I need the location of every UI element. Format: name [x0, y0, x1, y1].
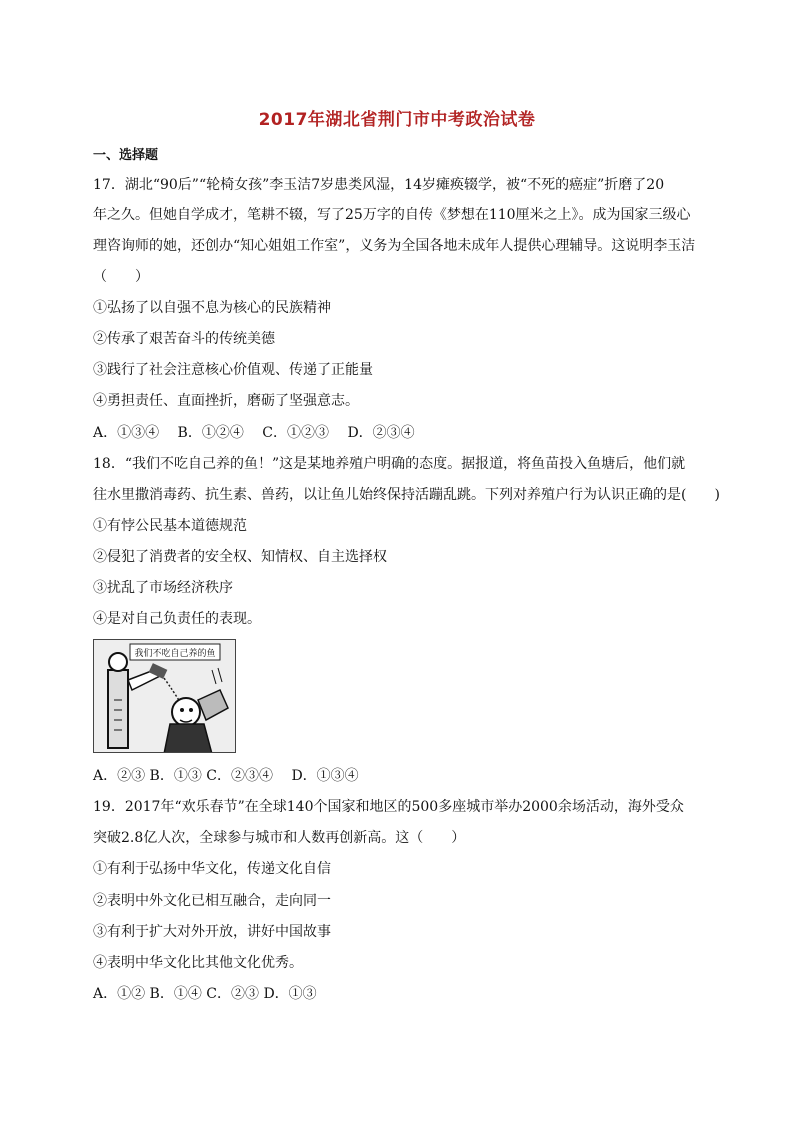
q18-option-3: ③扰乱了市场经济秩序 [93, 580, 233, 596]
q17-option-2: ②传承了艰苦奋斗的传统美德 [93, 331, 275, 347]
q18-option-2: ②侵犯了消费者的安全权、知情权、自主选择权 [93, 549, 387, 565]
q18-option-4: ④是对自己负责任的表现。 [93, 611, 261, 627]
q19-option-2: ②表明中外文化已相互融合，走向同一 [93, 893, 331, 909]
q17-stem-line-4: （ ） [93, 269, 149, 285]
q17-option-4: ④勇担责任、直面挫折，磨砺了坚强意志。 [93, 393, 359, 409]
cartoon-drawing [94, 640, 236, 753]
q17-option-1: ①弘扬了以自强不息为核心的民族精神 [93, 300, 331, 316]
q17-option-3: ③践行了社会注意核心价值观、传递了正能量 [93, 362, 373, 378]
q19-stem-line-1: 19．2017年“欢乐春节”在全球140个国家和地区的500多座城市举办2000余场活动，海外受众 [93, 799, 684, 815]
cartoon-illustration [93, 639, 236, 753]
q18-option-1: ①有悖公民基本道德规范 [93, 518, 247, 534]
q17-stem-line-3: 理咨询师的她，还创办“知心姐姐工作室”，义务为全国各地未成年人提供心理辅导。这说明李玉洁 [93, 238, 696, 254]
q19-answer-choices: A．①② B．①④ C．②③ D．①③ [93, 986, 317, 1002]
q17-answer-choices: A．①③④ B．①②④ C．①②③ D．②③④ [93, 425, 415, 441]
q19-stem-line-2: 突破2.8亿人次，全球参与城市和人数再创新高。这（ ） [93, 830, 466, 846]
q19-option-4: ④表明中华文化比其他文化优秀。 [93, 955, 303, 971]
q17-stem-line-2: 年之久。但她自学成才，笔耕不辍，写了25万字的自传《梦想在110厘米之上》。成为国家三级心 [93, 207, 691, 223]
q19-option-1: ①有利于弘扬中华文化，传递文化自信 [93, 861, 331, 877]
q18-stem-line-2: 往水里撒消毒药、抗生素、兽药，以让鱼儿始终保持活蹦乱跳。下列对养殖户行为认识正确的是( ) [93, 487, 720, 503]
q18-answer-choices: A．②③ B．①③ C．②③④ D．①③④ [93, 768, 359, 784]
section-heading: 一、选择题 [93, 148, 159, 163]
q19-option-3: ③有利于扩大对外开放，讲好中国故事 [93, 924, 331, 940]
cartoon-caption: 我们不吃自己养的鱼 [134, 649, 216, 659]
exam-title: 2017年湖北省荆门市中考政治试卷 [258, 110, 536, 130]
q18-stem-line-1: 18．“我们不吃自己养的鱼！”这是某地养殖户明确的态度。据报道，将鱼苗投入鱼塘后，他们就 [93, 456, 686, 472]
q17-stem-line-1: 17．湖北“90后”“轮椅女孩”李玉洁7岁患类风湿，14岁瘫痪辍学，被“不死的癌症”折磨了20 [93, 177, 665, 193]
